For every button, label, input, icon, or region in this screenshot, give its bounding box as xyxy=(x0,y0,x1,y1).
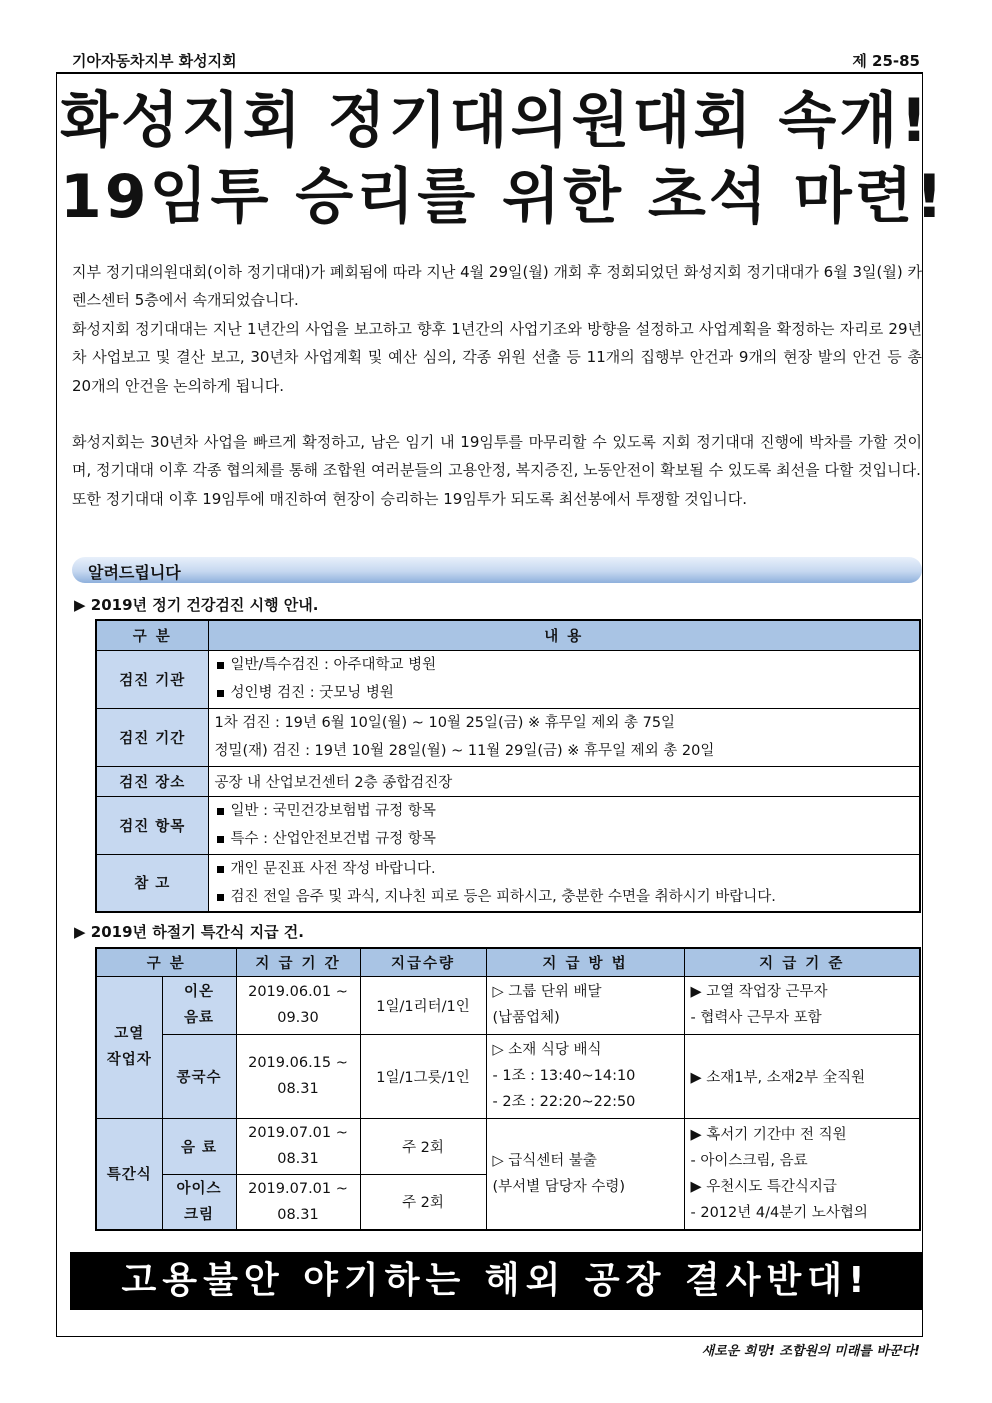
list-item: 검진 전일 음주 및 과식, 지나친 피로 등은 피하시고, 충분한 수면을 취하시기 바랍니다. xyxy=(215,883,914,911)
header-cell: 내 용 xyxy=(208,620,920,650)
header-cell: 지 급 기 간 xyxy=(236,948,360,976)
period-cell: 2019.07.01 ~ 08.31 xyxy=(236,1118,360,1174)
checkup-table xyxy=(95,619,921,913)
paragraph: 화성지회는 30년차 사업을 빠르게 확정하고, 남은 임기 내 19임투를 마무리할 수 있도록 지회 정기대대 진행에 박차를 가할 것이며, 정기대대 이후 각종 협의체를 통해 조합원 여러분들의 고용안정, 복지증진, 노동안전이 확보될 수 있도록 최선을 다할 것입니다. xyxy=(72,433,922,480)
row-label: 참 고 xyxy=(96,854,208,912)
qty-cell: 주 2회 xyxy=(360,1118,486,1174)
row-label: 검진 기간 xyxy=(96,708,208,766)
table-row xyxy=(96,1034,920,1118)
issue-number: 제 25-85 xyxy=(852,52,920,70)
group-label: 특간식 xyxy=(96,1118,162,1230)
basis-cell: ▶ 소재1부, 소재2부 全직원 xyxy=(684,1034,920,1118)
list-item: 특수 : 산업안전보건법 규정 항목 xyxy=(215,825,914,853)
row-content xyxy=(208,796,920,854)
row-content xyxy=(208,708,920,766)
row-content: 공장 내 산업보건센터 2층 종합검진장 xyxy=(208,766,920,796)
table-header-row xyxy=(96,620,920,650)
method-cell: ▷ 소재 식당 배식 - 1조 : 13:40~14:10 - 2조 : 22:20~22:50 xyxy=(486,1034,684,1118)
table-row xyxy=(96,854,920,912)
basis-cell: ▶ 고열 작업장 근무자 - 협력사 근무자 포함 xyxy=(684,976,920,1034)
content-line: 정밀(재) 검진 : 19년 10월 28일(월) ~ 11월 29일(금) ※ 휴무일 제외 총 20일 xyxy=(214,743,715,759)
method-cell: ▷ 급식센터 불출 (부서별 담당자 수령) xyxy=(486,1118,684,1230)
header-cell: 지급수량 xyxy=(360,948,486,976)
org-name: 기아자동차지부 화성지회 xyxy=(72,52,237,70)
period-cell: 2019.07.01 ~ 08.31 xyxy=(236,1174,360,1230)
header-cell: 구 분 xyxy=(96,620,208,650)
item-label: 음 료 xyxy=(162,1118,236,1174)
table-row xyxy=(96,796,920,854)
header-cell: 지 급 방 법 xyxy=(486,948,684,976)
list-item: 성인병 검진 : 굿모닝 병원 xyxy=(215,679,914,707)
qty-cell: 1일/1리터/1인 xyxy=(360,976,486,1034)
paragraph: 화성지회 정기대대는 지난 1년간의 사업을 보고하고 향후 1년간의 사업기조와 방향을 설정하고 사업계획을 확정하는 자리로 29년차 사업보고 및 결산 보고, 30년차 사업계획 및 예산 심의, 각종 위원 선출 등 11개의 집행부 안건과 9개의 현장 발의 안건 등 총 20개의 안건을 논의하게 됩니다. xyxy=(72,319,922,395)
notice-bar xyxy=(72,557,922,583)
group-label: 고열 작업자 xyxy=(96,976,162,1118)
item-label: 이온 음료 xyxy=(162,976,236,1034)
qty-cell: 주 2회 xyxy=(360,1174,486,1230)
period-cell: 2019.06.01 ~ 09.30 xyxy=(236,976,360,1034)
row-label: 검진 항목 xyxy=(96,796,208,854)
table-header-row xyxy=(96,948,920,976)
paragraph: 지부 정기대의원대회(이하 정기대대)가 폐회됨에 따라 지난 4월 29일(월) 개회 후 정회되었던 화성지회 정기대대가 6월 3일(월) 카렌스센터 5층에서 속개되었습니다. xyxy=(72,263,922,310)
headline-line-1: 화성지회 정기대의원대회 속개! xyxy=(60,86,931,156)
section-title-checkup: ▶ 2019년 정기 건강검진 시행 안내. xyxy=(74,596,319,614)
row-content xyxy=(208,650,920,708)
row-content xyxy=(208,854,920,912)
table-row xyxy=(96,1118,920,1174)
item-label: 콩국수 xyxy=(162,1034,236,1118)
method-cell: ▷ 그룹 단위 배달 (납품업체) xyxy=(486,976,684,1034)
row-label: 검진 장소 xyxy=(96,766,208,796)
table-row xyxy=(96,708,920,766)
snack-table xyxy=(95,947,921,1231)
headline-line-2: 19임투 승리를 위한 초석 마련! xyxy=(60,162,946,232)
slogan-banner: 고용불안 야기하는 해외 공장 결사반대! xyxy=(70,1252,922,1310)
qty-cell: 1일/1그릇/1인 xyxy=(360,1034,486,1118)
list-item: 일반 : 국민건강보험법 규정 항목 xyxy=(215,797,914,825)
article-body xyxy=(72,258,922,513)
section-title-snack: ▶ 2019년 하절기 특간식 지급 건. xyxy=(74,923,304,941)
item-label: 아이스 크림 xyxy=(162,1174,236,1230)
basis-cell: ▶ 혹서기 기간中 전 직원 - 아이스크림, 음료 ▶ 우천시도 특간식지급 - 2012년 4/4분기 노사협의 xyxy=(684,1118,920,1230)
header-cell: 구 분 xyxy=(96,948,236,976)
list-item: 일반/특수검진 : 아주대학교 병원 xyxy=(215,651,914,679)
paragraph: 또한 정기대대 이후 19임투에 매진하여 현장이 승리하는 19임투가 되도록 최선봉에서 투쟁할 것입니다. xyxy=(72,489,747,508)
notice-title: 알려드립니다 xyxy=(88,563,181,582)
table-row xyxy=(96,650,920,708)
footer-slogan: 새로운 희망! 조합원의 미래를 바꾼다! xyxy=(701,1344,920,1359)
content-line: 1차 검진 : 19년 6월 10일(월) ~ 10월 25일(금) ※ 휴무일 제외 총 75일 xyxy=(214,715,676,731)
list-item: 개인 문진표 사전 작성 바랍니다. xyxy=(215,855,914,883)
row-label: 검진 기관 xyxy=(96,650,208,708)
table-row xyxy=(96,976,920,1034)
page-header xyxy=(72,50,922,72)
header-cell: 지 급 기 준 xyxy=(684,948,920,976)
table-row xyxy=(96,766,920,796)
period-cell: 2019.06.15 ~ 08.31 xyxy=(236,1034,360,1118)
